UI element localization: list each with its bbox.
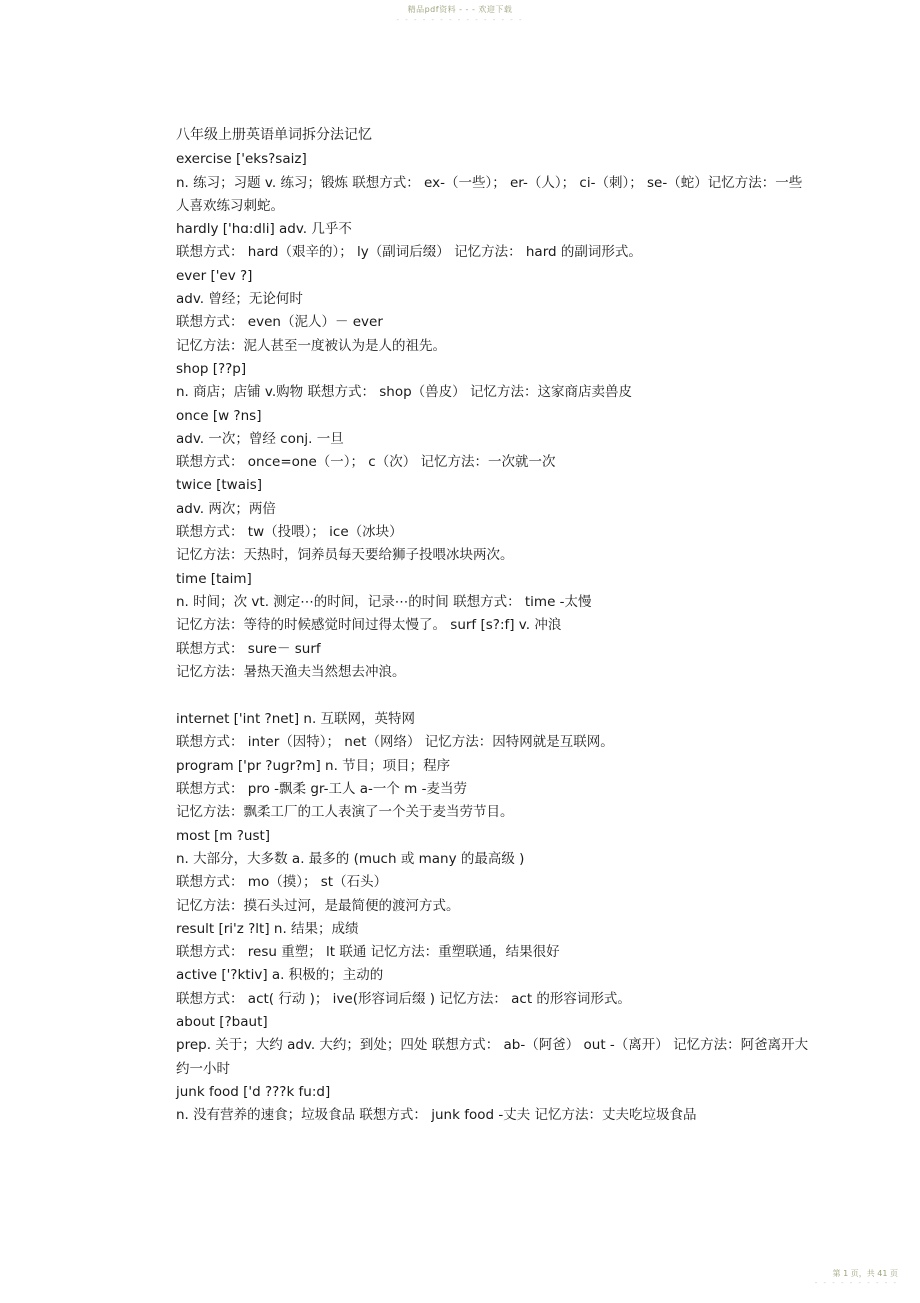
word-line: once [w ?ns] [176, 407, 262, 424]
word-line: time [taim] [176, 570, 252, 587]
section-gap [176, 684, 812, 708]
word-line: prep. 关于；大约 adv. 大约；到处；四处 联想方式： ab-（阿爸） out -（离开） 记忆方法：阿爸离开大约一小时 [176, 1037, 809, 1077]
top-watermark [0, 4, 920, 24]
page-footer [815, 1268, 898, 1287]
word-line: n. 大部分，大多数 a. 最多的 (much 或 many 的最高级 ) [176, 850, 525, 867]
word-line: 联想方式： even（泥人）－ ever [176, 314, 383, 331]
word-line: shop [??p] [176, 360, 247, 377]
word-line: 联想方式： act( 行动 )； ive(形容词后缀 ) 记忆方法： act 的形容词形式。 [176, 990, 631, 1007]
word-line: n. 练习；习题 v. 练习；锻炼 联想方式： ex-（一些）； er-（人）； ci-（刺）； se-（蛇）记忆方法：一些人喜欢练习刺蛇。 [176, 174, 803, 214]
word-line: hardly ['hɑ:dli] adv. 几乎不 [176, 221, 352, 238]
word-line: internet ['int ?net] n. 互联网，英特网 [176, 711, 416, 728]
watermark-text: 精品pdf资料 - - - 欢迎下载 [407, 5, 513, 14]
word-line: n. 时间；次 vt. 测定⋯的时间，记录⋯的时间 联想方式： time -太慢 [176, 593, 592, 610]
page-number: 第 1 页，共 41 页 [832, 1269, 898, 1278]
word-line: 联想方式： sure－ surf [176, 640, 321, 657]
word-line: 联想方式： inter（因特）； net（网络） 记忆方法：因特网就是互联网。 [176, 734, 614, 751]
word-line: result [ri'z ?lt] n. 结果；成绩 [176, 920, 359, 937]
word-line: 记忆方法：天热时，饲养员每天要给狮子投喂冰块两次。 [176, 547, 514, 564]
word-line: n. 商店；店铺 v.购物 联想方式： shop（兽皮） 记忆方法：这家商店卖兽皮 [176, 384, 632, 401]
word-line: program ['pr ?uɡr?m] n. 节目；项目；程序 [176, 757, 451, 774]
watermark-dots: - - - - - - - - - - - - - - - [396, 16, 524, 24]
word-line: 联想方式： once=one（一）； c（次） 记忆方法：一次就一次 [176, 454, 556, 471]
word-line: adv. 一次；曾经 conj. 一旦 [176, 430, 344, 447]
word-line: 记忆方法：泥人甚至一度被认为是人的祖先。 [176, 337, 446, 354]
word-line: exercise ['eks?saiz] [176, 151, 307, 168]
word-line: most [m ?ust] [176, 827, 271, 844]
word-line: adv. 两次；两倍 [176, 500, 276, 517]
word-line: 联想方式： mo（摸）； st（石头） [176, 874, 388, 891]
word-line: 联想方式： hard（艰辛的）； ly（副词后缀） 记忆方法： hard 的副词形式。 [176, 244, 642, 261]
word-line: ever ['ev ?] [176, 267, 253, 284]
word-line: adv. 曾经；无论何时 [176, 291, 303, 308]
word-line: 记忆方法：等待的时候感觉时间过得太慢了。 surf [s?:f] v. 冲浪 [176, 617, 562, 634]
word-line: 联想方式： tw（投喂）； ice（冰块） [176, 524, 403, 541]
word-line: 记忆方法：摸石头过河，是最简便的渡河方式。 [176, 897, 460, 914]
word-line: 记忆方法：暑热天渔夫当然想去冲浪。 [176, 663, 406, 680]
document-title: 八年级上册英语单词拆分法记忆 [176, 127, 372, 143]
word-line: 记忆方法：飘柔工厂的工人表演了一个关于麦当劳节目。 [176, 804, 514, 821]
word-line: n. 没有营养的速食；垃圾食品 联想方式： junk food -丈夫 记忆方法：丈夫吃垃圾食品 [176, 1107, 697, 1124]
word-line: junk food ['d ???k fu:d] [176, 1083, 331, 1100]
word-line: about [?baut] [176, 1013, 268, 1030]
word-line: twice [twais] [176, 477, 263, 494]
document-body [176, 124, 812, 1127]
word-line: 联想方式： pro -飘柔 gr-工人 a-一个 m -麦当劳 [176, 781, 467, 798]
footer-dots: - - - - - - - - - - [814, 1279, 898, 1287]
word-line: active ['?ktiv] a. 积极的；主动的 [176, 967, 384, 984]
word-line: 联想方式： resu 重塑； lt 联通 记忆方法：重塑联通，结果很好 [176, 944, 560, 961]
